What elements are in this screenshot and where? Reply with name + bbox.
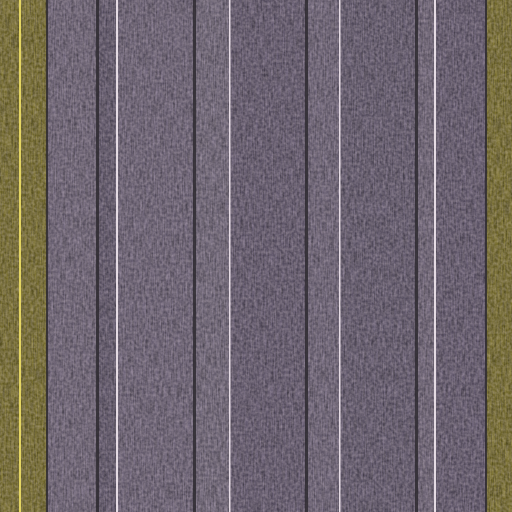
seam-line (305, 0, 308, 512)
lane-line-white (116, 0, 118, 512)
seam-line (96, 0, 99, 512)
edge-line-yellow (19, 0, 21, 512)
lane-line-white (339, 0, 341, 512)
lane-line-white (229, 0, 231, 512)
seam-line (46, 0, 48, 512)
seam-line (415, 0, 418, 512)
seam-line (193, 0, 196, 512)
lane-line-white (434, 0, 436, 512)
seam-line (485, 0, 487, 512)
